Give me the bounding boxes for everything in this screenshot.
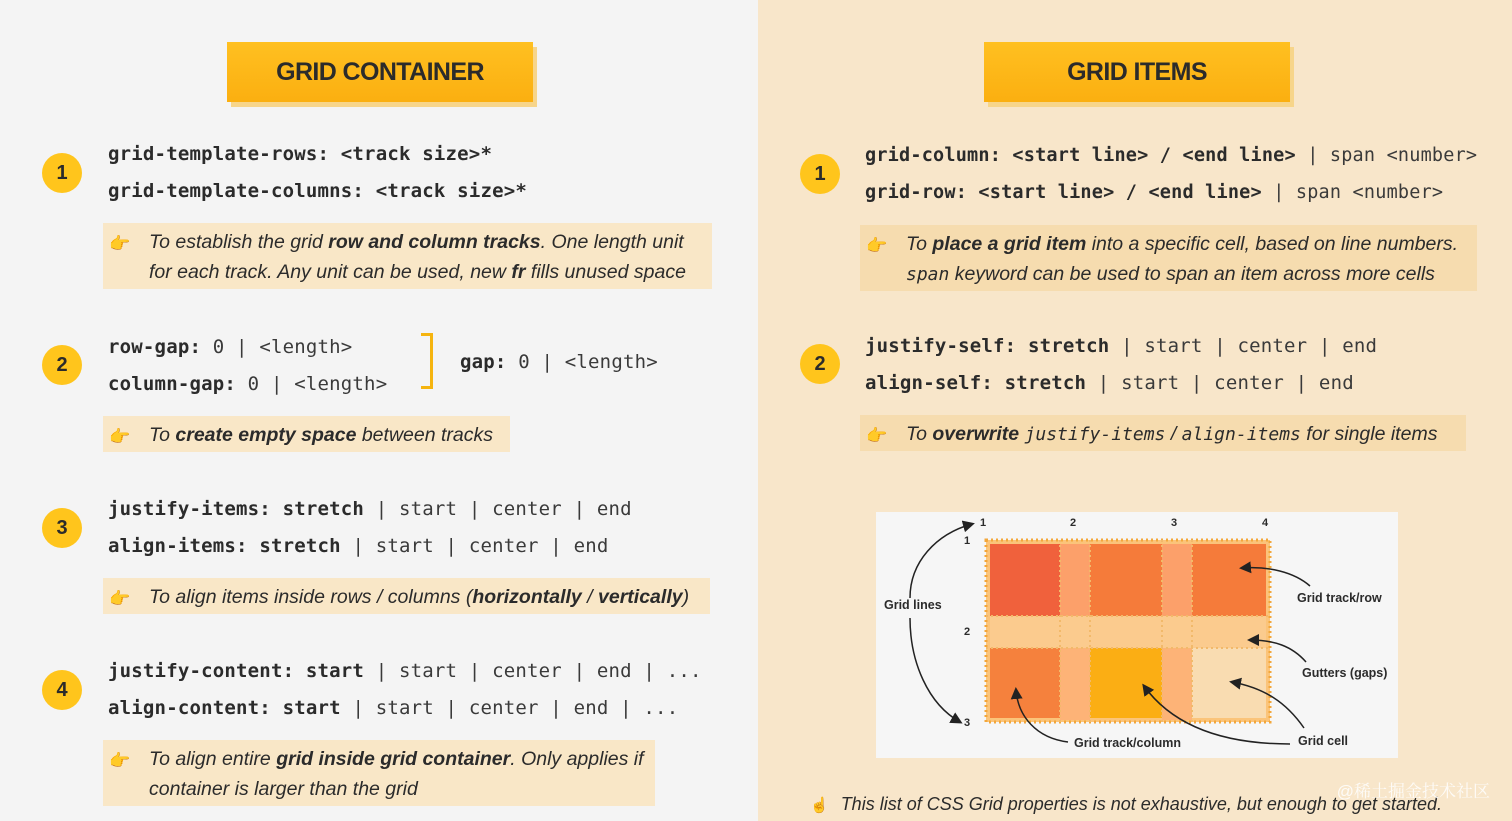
note-text: To [906, 233, 933, 255]
note-section-1 [103, 223, 712, 289]
code-line-gap [460, 351, 658, 373]
pointing-hand-icon: 👉 [109, 589, 131, 608]
code-prop: column-gap: [108, 373, 237, 395]
section-number-text: 3 [56, 516, 68, 539]
code-prop: grid-template-rows: [108, 143, 330, 165]
code-line-align-content [108, 697, 678, 719]
note-text: / [581, 586, 599, 608]
label-grid-track-column: Grid track/column [1074, 736, 1181, 750]
note-text: fills unused space [525, 261, 686, 283]
code-prop: justify-self: [865, 335, 1017, 357]
code-line-align-items [108, 535, 609, 557]
note-section-3 [103, 578, 710, 614]
note-text: . One length unit [540, 231, 684, 253]
note-text-bold: overwrite [932, 423, 1020, 445]
grid-items-title [984, 42, 1290, 102]
column-line-number: 3 [1171, 517, 1178, 529]
code-line-row-gap [108, 336, 352, 358]
grid-cell [990, 648, 1060, 718]
pointing-hand-icon: 👉 [866, 236, 888, 255]
note-text-bold: row and column tracks [328, 231, 541, 253]
grid-cell [1192, 544, 1266, 616]
section-number-3 [42, 508, 82, 548]
note-text: To [149, 424, 176, 446]
code-default-value: stretch [282, 498, 365, 520]
code-prop: row-gap: [108, 336, 202, 358]
code-prop: grid-column: [865, 145, 1002, 166]
note-section-1 [860, 225, 1477, 291]
code-value: | start | center | end [375, 498, 632, 520]
code-line-justify-self [865, 335, 1377, 357]
note-text-bold: fr [511, 261, 526, 283]
code-line-justify-content [108, 660, 702, 682]
code-value: 0 | <length> [212, 336, 353, 358]
grid-cell [1192, 648, 1266, 718]
column-line-number: 4 [1262, 517, 1269, 529]
note-text-bold: horizontally [472, 586, 582, 608]
code-default-value: start [305, 660, 365, 682]
code-line-column-gap [108, 373, 387, 395]
code-value: 0 | <length> [247, 373, 388, 395]
code-value: <track size>* [375, 180, 528, 202]
code-value: | start | center | end | ... [375, 660, 702, 682]
arrow-grid-lines-up [910, 524, 972, 598]
arrow-grid-lines-down [910, 618, 960, 722]
section-number-text: 1 [814, 162, 826, 185]
pointing-hand-icon: 👉 [109, 427, 131, 446]
note-text-code: span [906, 264, 950, 285]
code-value: 0 | <length> [518, 351, 658, 373]
section-number-1 [42, 153, 82, 193]
section-number-text: 1 [56, 161, 68, 184]
note-text: To establish the grid [149, 231, 329, 253]
code-prop: align-self: [865, 372, 994, 394]
note-text: ) [682, 586, 690, 608]
column-line-number: 1 [980, 517, 987, 529]
note-text: To align items inside rows / columns ( [149, 586, 473, 608]
code-value: | span <number> [1273, 182, 1444, 203]
code-line-justify-items [108, 498, 632, 520]
note-text: for each track. Any unit can be used, new [149, 261, 512, 283]
pointing-hand-icon: 👉 [109, 751, 131, 770]
label-grid-track-row: Grid track/row [1297, 591, 1382, 605]
footer-text: This list of CSS Grid properties is not exhaustive, but enough to get started. [840, 794, 1442, 814]
code-prop: justify-content: [108, 660, 295, 682]
label-grid-lines: Grid lines [884, 598, 942, 612]
grid-container-title [227, 42, 533, 102]
code-prop: grid-row: [865, 182, 968, 203]
row-line-number: 1 [964, 535, 971, 547]
note-text-bold: place a grid item [932, 233, 1087, 255]
gutter-row [990, 616, 1266, 648]
note-text: To align entire [149, 748, 277, 770]
watermark: @稀土掘金技术社区 [1336, 782, 1490, 801]
section-number-text: 4 [56, 678, 68, 701]
grid-cell [990, 544, 1060, 616]
code-value: | start | center | end [1097, 372, 1354, 394]
code-value: | start | center | end | ... [352, 697, 679, 719]
code-prop: grid-template-columns: [108, 180, 365, 202]
note-section-2 [860, 415, 1466, 451]
note-text-code: align-items [1181, 424, 1301, 445]
row-line-number: 3 [964, 717, 971, 729]
code-line-grid-template-rows [108, 143, 492, 165]
note-text-bold: grid inside grid container [276, 748, 511, 770]
note-text: / [1165, 423, 1182, 445]
note-text: container is larger than the grid [149, 778, 418, 800]
grid-cell [1090, 648, 1162, 718]
note-text-bold: create empty space [175, 424, 357, 446]
grid-diagram [876, 512, 1398, 758]
section-number-2 [42, 345, 82, 385]
code-line-grid-template-columns [108, 180, 527, 202]
code-default-value: <start line> / <end line> [1012, 145, 1296, 166]
code-prop: gap: [460, 351, 507, 373]
row-line-number: 2 [964, 626, 971, 638]
code-prop: align-content: [108, 697, 271, 719]
pointing-hand-icon: 👉 [109, 234, 131, 253]
code-prop: align-items: [108, 535, 248, 557]
label-grid-cell: Grid cell [1298, 734, 1349, 748]
note-text: into a specific cell, based on line numbers. [1086, 233, 1459, 255]
note-text: To [906, 423, 933, 445]
section-number-1 [800, 154, 840, 194]
bracket-divider [421, 333, 433, 389]
section-number-2 [800, 344, 840, 384]
column-line-number: 2 [1070, 517, 1077, 529]
code-default-value: <start line> / <end line> [978, 182, 1262, 203]
section-number-text: 2 [814, 352, 826, 375]
grid-items-title-text: GRID ITEMS [1067, 57, 1207, 86]
section-number-text: 2 [56, 353, 68, 376]
note-text: keyword can be used to span an item across more cells [949, 263, 1435, 285]
code-default-value: stretch [1027, 335, 1110, 357]
code-value: | span <number> [1307, 145, 1478, 166]
grid-container-title-text: GRID CONTAINER [276, 57, 484, 86]
code-value: <track size>* [340, 143, 493, 165]
pointing-up-hand-icon: ☝ [810, 797, 829, 814]
note-text-code: justify-items [1024, 424, 1166, 445]
note-section-2 [103, 416, 510, 452]
grid-items-panel [758, 0, 1512, 821]
note-text: for single items [1300, 423, 1438, 445]
code-line-grid-row [865, 182, 1443, 203]
code-default-value: stretch [259, 535, 341, 557]
note-text: between tracks [356, 424, 493, 446]
grid-cell [1090, 544, 1162, 616]
code-value: | start | center | end [352, 535, 609, 557]
code-value: | start | center | end [1121, 335, 1378, 357]
code-line-align-self [865, 372, 1354, 394]
section-number-4 [42, 670, 82, 710]
note-text-bold: vertically [598, 586, 683, 608]
note-text: . Only applies if [510, 748, 644, 770]
note-section-4 [103, 740, 655, 806]
pointing-hand-icon: 👉 [866, 426, 888, 445]
code-prop: justify-items: [108, 498, 271, 520]
code-default-value: stretch [1004, 372, 1087, 394]
label-gutters: Gutters (gaps) [1302, 666, 1388, 680]
code-line-grid-column [865, 145, 1477, 166]
code-default-value: start [282, 697, 341, 719]
